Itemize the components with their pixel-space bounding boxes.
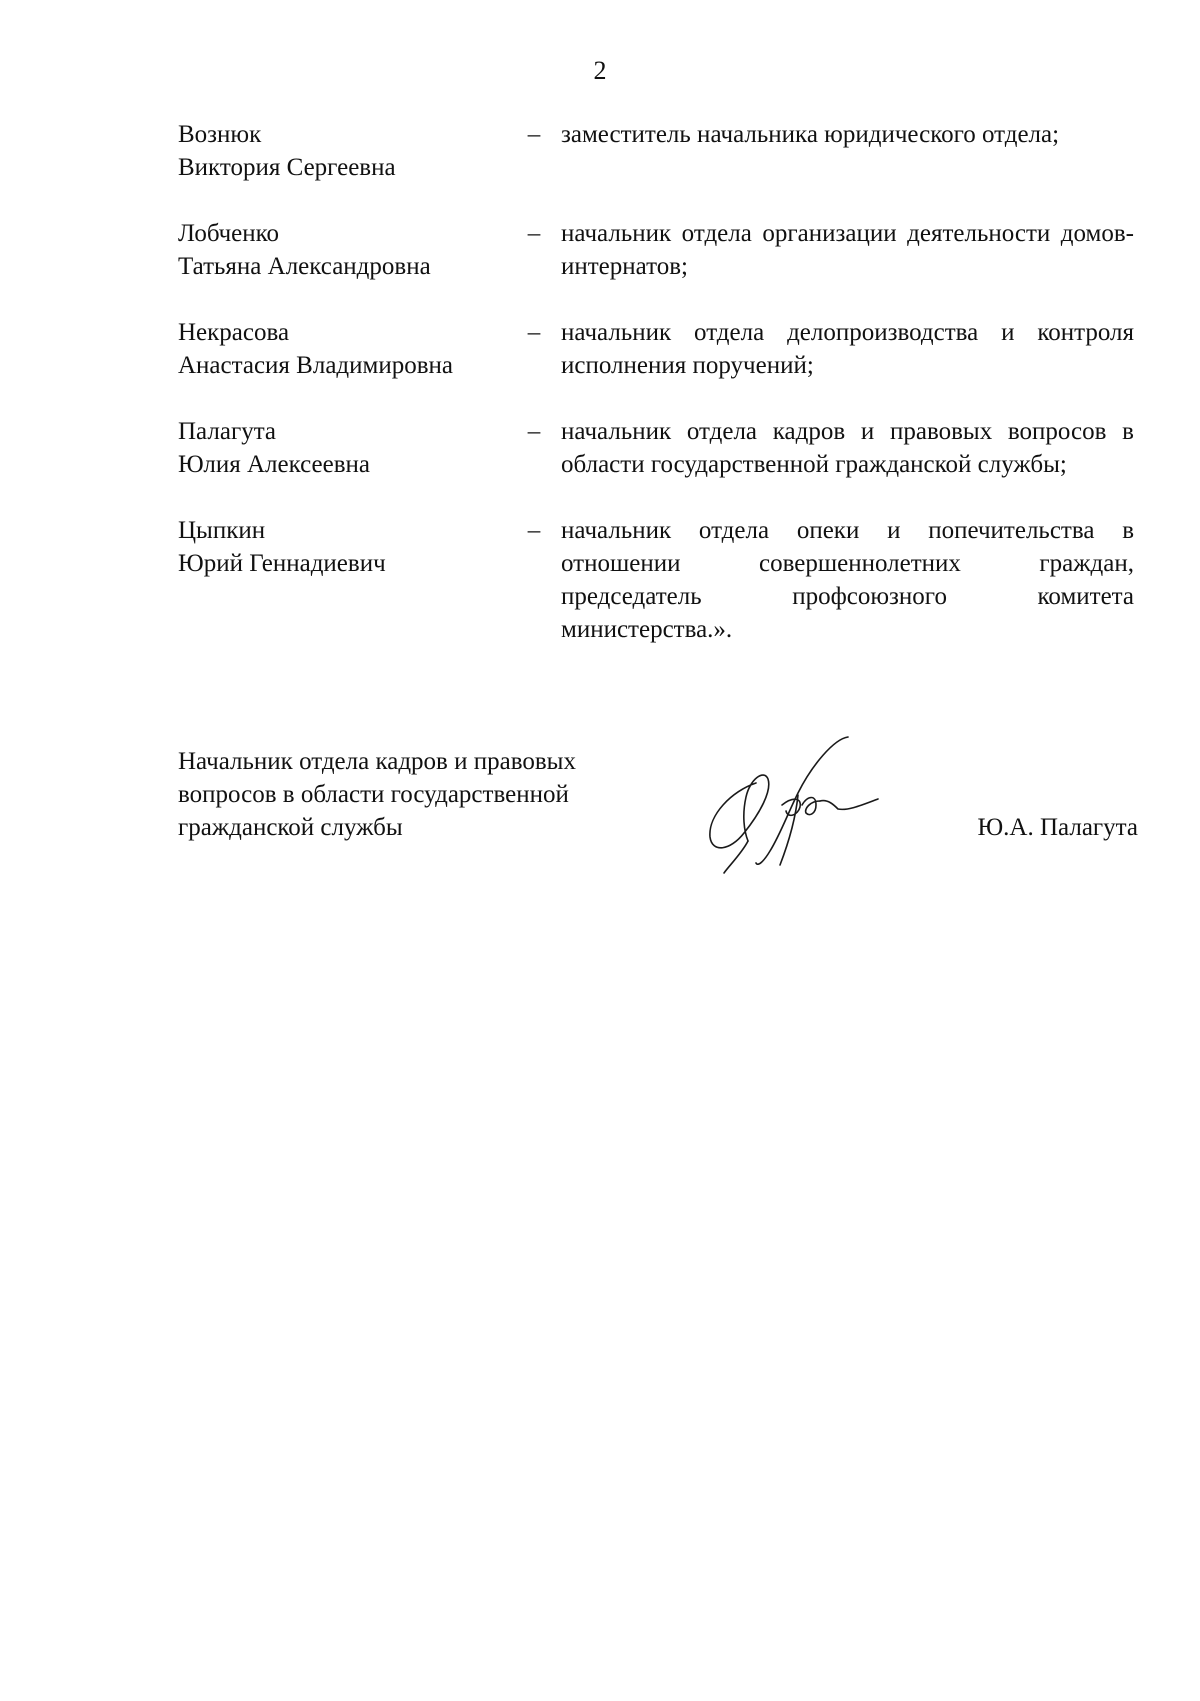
member-surname: Вознюк — [178, 121, 262, 148]
member-role: начальник отдела опеки и попечительства в отношении совершеннолетних граждан, председатель профсоюзного комитета министерства.». — [561, 517, 1134, 643]
member-entry — [178, 415, 1134, 481]
member-dash: – — [527, 220, 541, 247]
member-dash: – — [527, 121, 541, 148]
signer-position — [178, 745, 658, 844]
signer-position-line: гражданской службы — [178, 814, 403, 841]
signature-block — [178, 745, 1138, 885]
member-role: заместитель начальника юридического отдела; — [561, 121, 1060, 148]
member-dash: – — [527, 319, 541, 346]
member-surname: Лобченко — [178, 220, 280, 247]
member-surname: Палагута — [178, 418, 277, 445]
member-name — [178, 316, 508, 382]
member-given-names: Анастасия Владимировна — [178, 352, 453, 379]
member-name — [178, 415, 508, 481]
member-name — [178, 514, 508, 580]
member-given-names: Татьяна Александровна — [178, 253, 431, 280]
member-role: начальник отдела делопроизводства и контроля исполнения поручений; — [561, 319, 1134, 379]
member-entry — [178, 514, 1134, 646]
member-dash: – — [527, 418, 541, 445]
member-list — [178, 118, 1134, 646]
member-surname: Некрасова — [178, 319, 290, 346]
member-given-names: Юлия Алексеевна — [178, 451, 370, 478]
member-name — [178, 217, 508, 283]
member-entry — [178, 316, 1134, 382]
signer-position-line: Начальник отдела кадров и правовых — [178, 748, 576, 775]
member-given-names: Юрий Геннадиевич — [178, 550, 386, 577]
signer-position-line: вопросов в области государственной — [178, 781, 569, 808]
member-given-names: Виктория Сергеевна — [178, 154, 396, 181]
member-entry — [178, 118, 1134, 184]
member-dash: – — [527, 517, 541, 544]
member-name — [178, 118, 508, 184]
member-surname: Цыпкин — [178, 517, 266, 544]
member-role: начальник отдела кадров и правовых вопросов в области государственной гражданской службы; — [561, 418, 1134, 478]
handwritten-signature — [698, 735, 888, 875]
member-entry — [178, 217, 1134, 283]
member-role: начальник отдела организации деятельности домов-интернатов; — [561, 220, 1134, 280]
page-number: 2 — [593, 56, 607, 85]
signer-name: Ю.А. Палагута — [977, 814, 1138, 841]
